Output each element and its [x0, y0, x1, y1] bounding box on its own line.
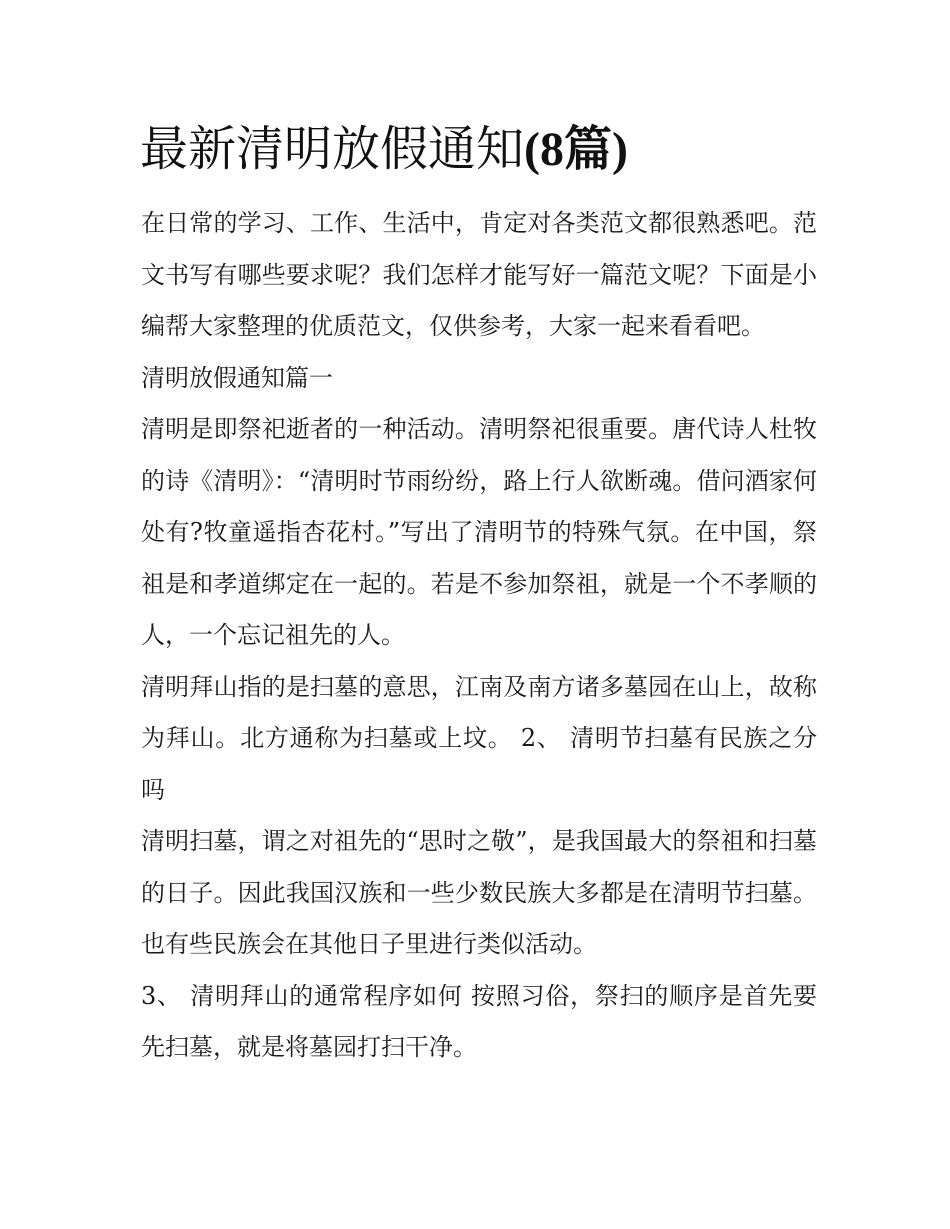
- paragraph-procedure: 3、 清明拜山的通常程序如何 按照习俗，祭扫的顺序是首先要先扫墓，就是将墓园打扫干净。: [141, 981, 817, 1061]
- paragraph-baishan: 清明拜山指的是扫墓的意思，江南及南方诸多墓园在山上，故称为拜山。北方通称为扫墓或上坟。 2、 清明节扫墓有民族之分吗: [141, 672, 817, 804]
- title-main: 最新清明放假通知: [140, 121, 525, 177]
- section-heading: 清明放假通知篇一: [141, 363, 333, 392]
- paragraph-saomu: 清明扫墓，谓之对祖先的“思时之敬”，是我国最大的祭祖和扫墓的日子。因此我国汉族和一些少数民族大多都是在清明节扫墓。也有些民族会在其他日子里进行类似活动。: [141, 827, 817, 958]
- document-title: [140, 118, 840, 181]
- document-body: [141, 198, 817, 1074]
- intro-paragraph: 在日常的学习、工作、生活中，肯定对各类范文都很熟悉吧。范文书写有哪些要求呢？我们怎样才能写好一篇范文呢？下面是小编帮大家整理的优质范文，仅供参考，大家一起来看看吧。: [141, 209, 817, 340]
- paragraph-qingming-meaning: 清明是即祭祀逝者的一种活动。清明祭祀很重要。唐代诗人杜牧的诗《清明》：“清明时节雨纷纷，路上行人欲断魂。借问酒家何处有?牧童遥指杏花村。”写出了清明节的特殊气氛。在中国，祭祖是和孝道绑定在一起的。若是不参加祭祖，就是一个不孝顺的人，一个忘记祖先的人。: [141, 415, 817, 649]
- title-suffix: (8篇): [524, 123, 628, 176]
